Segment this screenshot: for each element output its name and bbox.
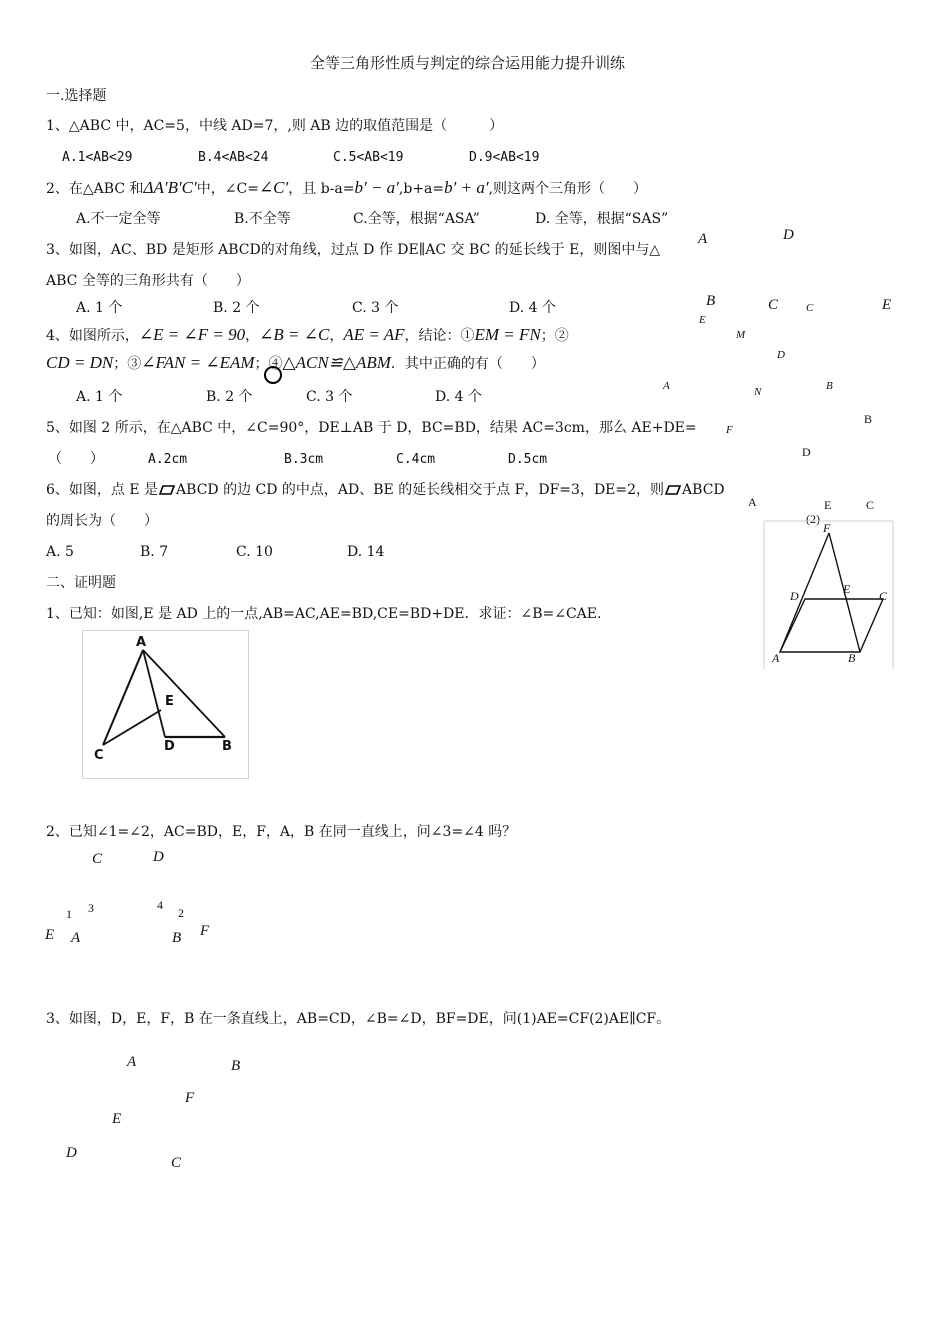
circle-mark	[264, 366, 284, 386]
q2-math-2: ∠C′	[258, 178, 289, 197]
proof2-stem: 2、已知∠1=∠2，AC=BD，E，F，A，B 在同一直线上，问∠3=∠4 吗？	[46, 824, 517, 840]
q2-math-1: ΔA′B′C′	[143, 178, 197, 197]
proof1-stem: 1、已知：如图,E 是 AD 上的一点,AB=AC,AE=BD,CE=BD+DE．求证：∠B=∠CAE.	[46, 606, 602, 622]
q4-text-8: ．其中正确的有（ ）	[390, 356, 545, 372]
q4-text-6: ；③	[113, 356, 142, 372]
q4-option-d: D. 4 个	[435, 389, 482, 405]
q3-option-c: C. 3 个	[352, 300, 399, 316]
fig-proof2-label-b: B	[172, 930, 182, 946]
q4-text-5: ；②	[540, 328, 569, 344]
q1-stem: 1、△ABC 中，AC=5，中线 AD=7，,则 AB 边的取值范围是（ ）	[46, 118, 504, 134]
parallelogram-icon	[665, 485, 681, 495]
q4-text-7: ；④	[254, 356, 283, 372]
q4-text-3: ，	[329, 328, 344, 344]
fig-proof2-label-c: C	[92, 851, 103, 867]
fig-q5-label-e: E	[824, 498, 832, 512]
fig-q5-label-b: B	[864, 412, 873, 426]
q4-math-1: ∠E = ∠F = 90	[138, 325, 246, 344]
q2-text-5: ,则这两个三角形（ ）	[488, 181, 648, 197]
q3-stem-line1: 3、如图，AC、BD 是矩形 ABCD的对角线，过点 D 作 DE∥AC 交 BC 的延长线于 E，则图中与△	[46, 242, 661, 258]
fig-proof3-label-c: C	[171, 1155, 182, 1171]
q2-math-4: b′ + a′	[444, 178, 489, 197]
q4-option-c: C. 3 个	[306, 389, 353, 405]
section-heading-choice: 一.选择题	[46, 88, 107, 104]
fig-proof1-label-d: D	[164, 739, 175, 754]
fig-q6-label-c: C	[879, 589, 888, 603]
q4-math-4: EM = FN	[474, 325, 541, 344]
q6-stem-line2: 的周长为（ ）	[46, 513, 158, 529]
fig-q5-label-d: D	[802, 445, 811, 459]
fig-q6-label-a: A	[772, 651, 780, 665]
fig-proof2-label-1: 1	[66, 907, 72, 921]
q2-option-c: C.全等，根据“ASA”	[353, 211, 480, 227]
q5-paren: （ ）	[48, 451, 104, 467]
fig-q4-label-e: E	[699, 314, 706, 326]
fig-q5-label-a: A	[748, 495, 757, 509]
q3-option-d: D. 4 个	[509, 300, 556, 316]
fig-q4-label-a: A	[663, 380, 670, 392]
fig-q6-label-d: D	[790, 589, 799, 603]
fig-q6-label-b: B	[848, 651, 856, 665]
fig-q5-caption: (2)	[806, 512, 820, 526]
q6-text-1: 6、如图，点 E 是	[46, 482, 159, 498]
q4-math-6: ∠FAN = ∠EAM	[141, 353, 255, 372]
fig-proof2-label-d: D	[153, 849, 164, 865]
q3-option-b: B. 2 个	[213, 300, 260, 316]
proof3-stem: 3、如图，D，E，F，B 在一条直线上，AB=CD，∠B=∠D，BF=DE，问(1)AE=CF(2)AE∥CF。	[46, 1011, 671, 1027]
q2-stem	[46, 179, 647, 198]
fig-q4-label-f: F	[726, 424, 733, 436]
q2-text-2: 中，∠C=	[196, 181, 259, 197]
q4-math-7: △ACN≌△ABM	[282, 353, 391, 372]
q4-math-5: CD = DN	[46, 353, 114, 372]
fig-q6-label-e: E	[843, 582, 851, 596]
q5-option-a: A.2cm	[148, 452, 188, 467]
q4-option-b: B. 2 个	[206, 389, 253, 405]
q4-stem-line1	[46, 326, 569, 345]
fig-q6-label-f: F	[823, 521, 831, 535]
q6-option-c: C. 10	[236, 544, 273, 560]
q2-text-3: ，且 b-a=	[288, 181, 355, 197]
q4-text-1: 4、如图所示，	[46, 328, 139, 344]
q5-option-c: C.4cm	[396, 452, 436, 467]
fig-q4-label-d: D	[777, 349, 785, 361]
fig-q3-label-b: B	[706, 293, 716, 309]
fig-proof3-label-a: A	[127, 1054, 137, 1070]
fig-proof2-label-4: 4	[157, 898, 163, 912]
fig-q3-label-d: D	[783, 227, 794, 243]
q6-option-b: B. 7	[140, 544, 169, 560]
section-heading-proof: 二、证明题	[46, 575, 116, 591]
q2-option-b: B.不全等	[234, 211, 291, 227]
q2-text-4: ,b+a=	[398, 181, 445, 197]
page-title: 全等三角形性质与判定的综合运用能力提升训练	[310, 54, 626, 72]
q1-option-a: A.1<AB<29	[62, 150, 133, 165]
q4-stem-line2	[46, 354, 545, 373]
fig-proof1-label-c: C	[94, 748, 104, 763]
q4-math-3: AE = AF	[343, 325, 405, 344]
q6-text-3: ABCD	[682, 482, 725, 498]
q3-option-a: A. 1 个	[76, 300, 123, 316]
q6-option-a: A. 5	[46, 544, 74, 560]
fig-q5-label-c: C	[866, 498, 875, 512]
fig-q4-label-n: N	[754, 386, 762, 398]
q5-option-d: D.5cm	[508, 452, 548, 467]
fig-q4-label-c: C	[806, 302, 814, 314]
fig-proof2-label-f: F	[200, 923, 210, 939]
fig-proof2-label-3: 3	[88, 901, 94, 915]
q6-stem-line1	[46, 481, 725, 499]
fig-q3-label-a: A	[698, 231, 708, 247]
fig-proof3-label-b: B	[231, 1058, 241, 1074]
fig-q6-diagram	[764, 519, 894, 671]
q6-option-d: D. 14	[347, 544, 385, 560]
fig-q4-label-b: B	[826, 380, 833, 392]
fig-proof1-label-b: B	[222, 739, 232, 754]
fig-proof1-label-e: E	[165, 694, 174, 709]
fig-proof3-label-f: F	[185, 1090, 195, 1106]
fig-proof2-label-a: A	[71, 930, 81, 946]
q2-text-1: 2、在△ABC 和	[46, 181, 144, 197]
q5-stem: 5、如图 2 所示，在△ABC 中，∠C=90°，DE⊥AB 于 D，BC=BD，结果 AC=3cm，那么 AE+DE=	[46, 420, 697, 436]
fig-q4-label-m: M	[736, 329, 746, 341]
fig-proof2-label-e: E	[45, 927, 55, 943]
q1-option-c: C.5<AB<19	[333, 150, 404, 165]
q1-option-d: D.9<AB<19	[469, 150, 540, 165]
q4-math-2: ∠B = ∠C	[259, 325, 330, 344]
fig-proof3-label-e: E	[112, 1111, 122, 1127]
q4-option-a: A. 1 个	[76, 389, 123, 405]
q6-text-2: ABCD 的边 CD 的中点，AD、BE 的延长线相交于点 F，DF=3，DE=2，则	[176, 482, 665, 498]
fig-proof2-label-2: 2	[178, 906, 184, 920]
q1-option-b: B.4<AB<24	[198, 150, 269, 165]
q2-option-a: A.不一定全等	[76, 211, 161, 227]
parallelogram-icon	[159, 485, 175, 495]
q4-text-2: ，	[245, 328, 260, 344]
q3-stem-line2: ABC 全等的三角形共有（ ）	[46, 273, 250, 289]
fig-proof3-label-d: D	[66, 1145, 77, 1161]
fig-q3-label-e: E	[882, 297, 892, 313]
q2-option-d: D. 全等，根据“SAS”	[535, 211, 669, 227]
q4-text-4: ，结论：①	[404, 328, 475, 344]
fig-proof1-label-a: A	[136, 635, 147, 650]
fig-q3-label-c: C	[768, 297, 779, 313]
q5-option-b: B.3cm	[284, 452, 324, 467]
q2-math-3: b′ − a′	[354, 178, 399, 197]
